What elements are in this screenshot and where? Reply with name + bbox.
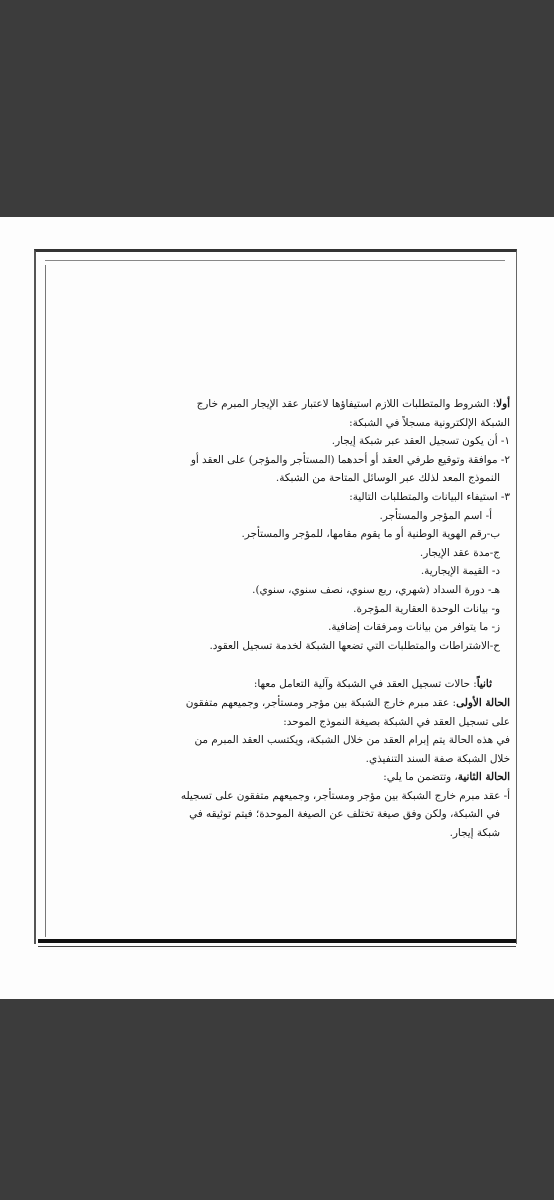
case1-line3: في هذه الحالة يتم إبرام العقد من خلال الشبكة، ويكتسب العقد المبرم من bbox=[194, 734, 510, 747]
sub-item-g: ز- ما يتوافر من بيانات ومرفقات إضافية. bbox=[328, 621, 500, 634]
requirement-item-2-line1: ٢- موافقة وتوقيع طرفي العقد أو أحدهما (المستأجر والمؤجر) على العقد أو bbox=[190, 453, 510, 466]
sub-item-e: هـ- دورة السداد (شهري، ربع سنوي، نصف سنوي، سنوي). bbox=[252, 583, 500, 596]
bottom-thick-rule bbox=[38, 939, 516, 943]
section1-line1: أولا: الشروط والمتطلبات اللازم استيفاؤها لاعتبار عقد الإيجار المبرم خارج bbox=[196, 398, 510, 410]
section2-heading-line: ثانياً: حالات تسجيل العقد في الشبكة وآلية التعامل معها: bbox=[253, 678, 492, 691]
case1-line4: خلال الشبكة صفة السند التنفيذي. bbox=[365, 752, 510, 765]
sub-item-d: د- القيمة الإيجارية. bbox=[420, 565, 500, 578]
frame-top-inner-rule bbox=[45, 260, 505, 261]
case1-line1: الحالة الأولى: عقد مبرم خارج الشبكة بين مؤجر ومستأجر، وجميعهم متفقون bbox=[185, 696, 510, 709]
document-text bbox=[58, 395, 510, 843]
requirement-item-1: ١- أن يكون تسجيل العقد عبر شبكة إيجار. bbox=[331, 435, 510, 448]
case2-line1: الحالة الثانية، وتتضمن ما يلي: bbox=[383, 771, 510, 784]
section1-heading: أولا bbox=[496, 398, 510, 410]
case2-line3: في الشبكة، ولكن وفق صيغة تختلف عن الصيغة الموحدة؛ فيتم توثيقه في bbox=[189, 808, 500, 821]
document-page bbox=[0, 217, 554, 999]
case1-line2: على تسجيل العقد في الشبكة بصيغة النموذج الموحد: bbox=[283, 715, 510, 728]
sub-item-f: و- بيانات الوحدة العقارية المؤجرة. bbox=[353, 602, 500, 615]
sub-item-b: ب-رقم الهوية الوطنية أو ما يقوم مقامها، للمؤجر والمستأجر. bbox=[241, 528, 500, 541]
requirement-item-2-line2: النموذج المعد لذلك عبر الوسائل المتاحة من الشبكة. bbox=[275, 472, 500, 485]
case2-line4: شبكة إيجار. bbox=[449, 827, 500, 840]
sub-item-c: ج-مدة عقد الإيجار. bbox=[419, 546, 500, 559]
section1-line2: الشبكة الإلكترونية مسجلاً في الشبكة: bbox=[349, 416, 510, 429]
sub-item-h: ح-الاشتراطات والمتطلبات التي تضعها الشبكة لخدمة تسجيل العقود. bbox=[209, 639, 500, 652]
requirement-item-3: ٣- استيفاء البيانات والمتطلبات التالية: bbox=[349, 490, 510, 503]
case1-label: الحالة الأولى bbox=[456, 696, 510, 709]
frame-left-inner-rule bbox=[45, 265, 46, 937]
case2-label: الحالة الثانية bbox=[457, 771, 510, 784]
top-dark-band bbox=[0, 0, 554, 217]
bottom-thin-rule bbox=[38, 946, 516, 947]
section2-heading: ثانياً bbox=[476, 678, 492, 691]
bottom-dark-band bbox=[0, 999, 554, 1200]
sub-item-a: أ- اسم المؤجر والمستأجر. bbox=[379, 509, 492, 522]
case2-line2: أ- عقد مبرم خارج الشبكة بين مؤجر ومستأجر، وجميعهم متفقون على تسجيله bbox=[180, 789, 510, 802]
